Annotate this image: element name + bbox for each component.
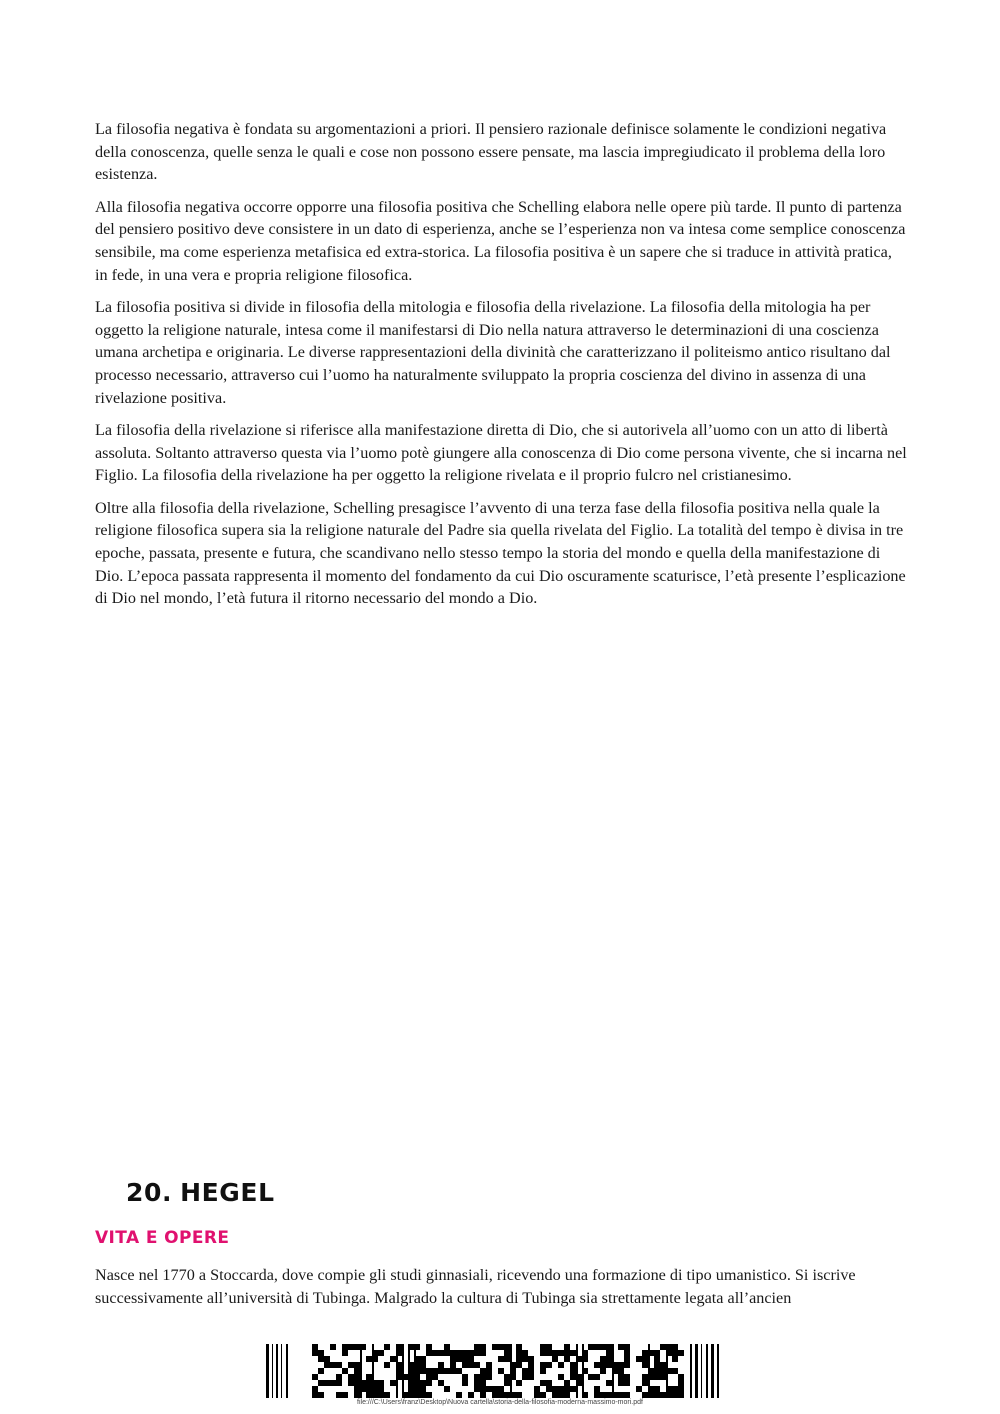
chapter-heading [126,1178,275,1207]
chapter-number: 20. [126,1178,173,1207]
paragraph: La filosofia negativa è fondata su argomentazioni a priori. Il pensiero razionale definisce solamente le condizioni negativa della conoscenza, quelle senza le quali e cose non possono essere pensate, ma lascia impregiudicato il problema della loro esistenza. [95,120,887,184]
chapter-body-text [95,1264,915,1309]
barcode-image [262,1344,738,1398]
paragraph: Alla filosofia negativa occorre opporre una filosofia positiva che Schelling elabora nelle opere più tarde. Il punto di partenza del pensiero positivo deve consistere in un dato di esperienza, anche se l’esperienza non va intesa come semplice conoscenza sensibile, ma come esperienza metafisica ed extra-storica. La filosofia positiva è un sapere che si traduce in attività pratica, in fede, in una vera e propria religione filosofica. [95,197,906,284]
paragraph: Oltre alla filosofia della rivelazione, Schelling presagisce l’avvento di una terza fase della filosofia positiva nella quale la religione filosofica supera sia la religione naturale del Padre sia quella rivelata del Figlio. La totalità del tempo è divisa in tre epoche, passata, presente e futura, che scandivano nello stesso tempo la storia del mondo e quella della manifestazione di Dio. L’epoca passata rappresenta il momento del fondamento da cui Dio oscuramente scaturisce, l’età presente l’esplicazione di Dio nel mondo, l’età futura il ritorno necessario del mondo a Dio. [95,498,906,608]
paragraph: La filosofia positiva si divide in filosofia della mitologia e filosofia della rivelazione. La filosofia della mitologia ha per oggetto la religione naturale, intesa come il manifestarsi di Dio nella natura attraverso le determinazioni di una coscienza umana archetipa e originaria. Le diverse rappresentazioni della divinità che caratterizzano il politeismo antico risultano dal processo necessario, attraverso cui l’uomo ha naturalmente sviluppato la propria coscienza del divino in assenza di una rivelazione positiva. [95,297,891,407]
footer-file-path: file:///C:\Users\franz\Desktop\Nuova cartella\storia-della-filosofia-moderna-massimo-mori.pdf [357,1399,643,1406]
paragraph: La filosofia della rivelazione si riferisce alla manifestazione diretta di Dio, che si autorivela all’uomo con un atto di libertà assoluta. Soltanto attraverso questa via l’uomo potè giungere alla conoscenza di Dio come persona vivente, che si incarna nel Figlio. La filosofia della rivelazione ha per oggetto la religione rivelata e il proprio fulcro nel cristianesimo. [95,420,907,485]
chapter-title: HEGEL [180,1178,275,1207]
section-heading: VITA E OPERE [95,1228,230,1248]
body-text [95,118,907,620]
paragraph: Nasce nel 1770 a Stoccarda, dove compie gli studi ginnasiali, ricevendo una formazione di tipo umanistico. Si iscrive successivamente all’università di Tubinga. Malgrado la cultura di Tubinga sia strettamente legata all’ancien [95,1266,856,1307]
